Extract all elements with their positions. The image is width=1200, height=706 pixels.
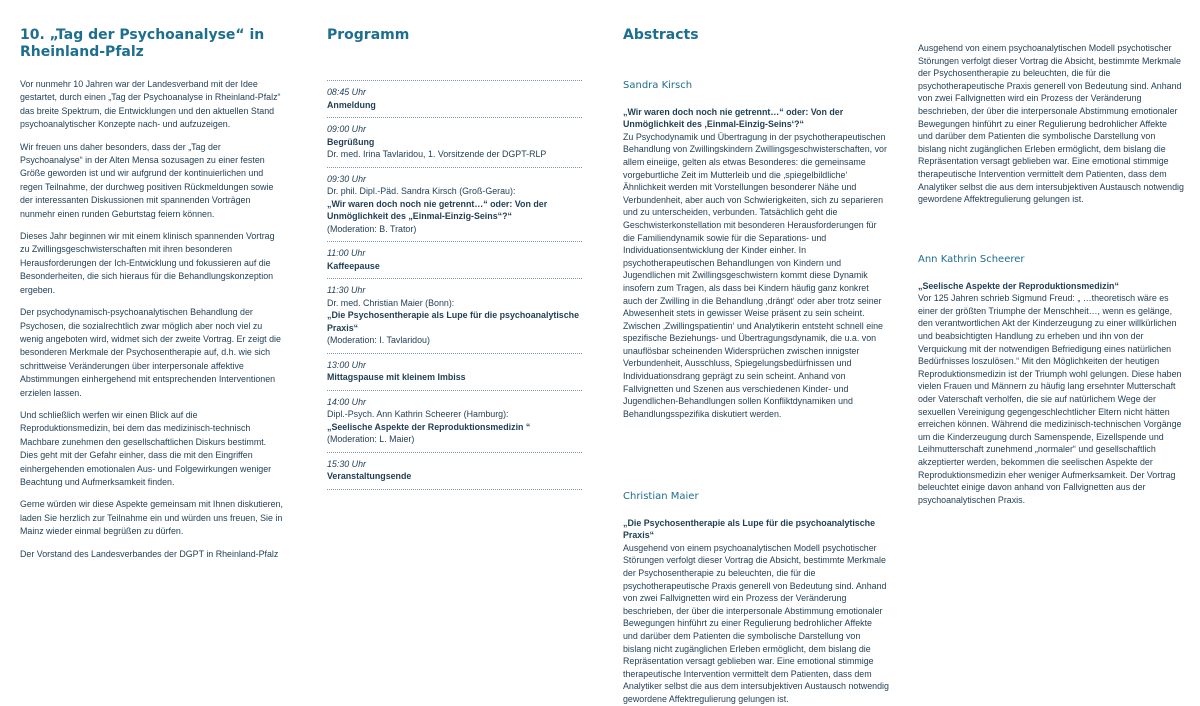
slot-line: (Moderation: I. Tavlaridou) (327, 335, 430, 345)
slot-line: „Die Psychosentherapie als Lupe für die psychoanalytische Praxis“ (327, 310, 580, 333)
abstract-scheerer (918, 254, 1184, 506)
slot-time: 08:45 Uhr (327, 87, 366, 97)
abstracts-title: Abstracts (623, 27, 699, 43)
slot-line: (Moderation: B. Trator) (327, 223, 417, 234)
programm-slot (327, 167, 582, 242)
abstract-kirsch (623, 80, 889, 420)
abstract-title: „Seelische Aspekte der Reproduktionsmedizin“ (918, 280, 1119, 291)
abstract-title: „Die Psychosentherapie als Lupe für die psychoanalytische Praxis“ (623, 517, 876, 541)
programm-slot (327, 452, 582, 490)
intro-paragraph: Dieses Jahr beginnen wir mit einem klinisch spannenden Vortrag zu Zwillingsgeschwisterschaften mit ihren besonderen Herausforderungen der Ich-Entwicklung und fokussieren auf die Besonderheiten, die sich hieraus für die Behandlungskonzeption ergeben. (20, 231, 275, 295)
programm-slot (327, 390, 582, 452)
slot-line: Kaffeepause (327, 260, 380, 271)
abstract-maier (623, 491, 889, 704)
slot-line: Begrüßung (327, 136, 375, 147)
slot-time: 11:00 Uhr (327, 248, 366, 258)
intro-signature: Der Vorstand des Landesverbandes der DGPT in Rheinland-Pfalz (20, 548, 279, 559)
programm-slot (327, 241, 582, 278)
slot-time: 15:30 Uhr (327, 458, 366, 469)
intro-paragraph: Gerne würden wir diese Aspekte gemeinsam mit Ihnen diskutieren, laden Sie herzlich zur Teilnahme ein und würden uns freuen, Sie in Mainz wieder einmal begrüßen zu dürfen. (20, 499, 283, 537)
slot-time: 11:30 Uhr (327, 285, 366, 295)
abstract-maier-continued (918, 43, 1184, 236)
slot-time: 09:00 Uhr (327, 124, 366, 134)
slot-line: (Moderation: L. Maier) (327, 434, 415, 444)
abstract-speaker-name: Sandra Kirsch (623, 80, 693, 91)
intro-paragraph: Vor nunmehr 10 Jahren war der Landesverband mit der Idee gestartet, durch einen „Tag der Psychoanalyse in Rheinland-Pfalz“ das breite Spektrum, die Entwicklungen und den aktuellen Stand psychoanalytischer Konzepte nach- und aufzuzeigen. (20, 79, 281, 130)
abstract-speaker-name: Ann Kathrin Scheerer (918, 254, 1025, 265)
abstract-text: Ausgehend von einem psychoanalytischen Modell psychotischer Störungen verfolgt dieser Vortrag die Absicht, bestimmte Merkmale der Psychosentherapie zu beleuchten, die für die psychotherapeutische Praxis generell von Bedeutung sind. Anhand von zwei Fallvignetten wird ein Prozess der Veränderung beschrieben, der über die interpersonale Abstimmung emotionaler Bewegungen hinführt zu einer Regulierung bedrohlicher Affekte und darüber dem Patienten die symbolische Darstellung von bislang nicht zugänglichen Erleben ermöglicht, dem bislang die Repräsentation versagt geblieben war. Eine emotional stimmige therapeutische Intervention vermittelt dem Patienten, dass dem Analytiker selbst die aus dem intersubjektiven Austausch notwendig gewordene Affektregulierung gelungen ist. (623, 542, 889, 704)
intro-paragraph: Und schließlich werfen wir einen Blick auf die Reproduktionsmedizin, bei dem das medizinisch-technisch Machbare zunehmen den gesellschaftlichen Diskurs bestimmt. Dies geht mit der Gefahr einher, dass die mit den Eingriffen einhergehenden emotionalen Aus- und Folgewirkungen weniger Beachtung und Aufmerksamkeit finden. (20, 409, 272, 487)
intro-text (20, 78, 285, 570)
slot-line: Dr. phil. Dipl.-Päd. Sandra Kirsch (Groß-Gerau): (327, 186, 516, 196)
programm-title: Programm (327, 27, 410, 43)
abstract-speaker-name: Christian Maier (623, 491, 699, 502)
programm-slot (327, 353, 582, 390)
programm-slot (327, 278, 582, 353)
slot-line: „Seelische Aspekte der Reproduktionsmedizin “ (327, 421, 531, 432)
programm-slot (327, 117, 582, 167)
slot-line: Dipl.-Psych. Ann Kathrin Scheerer (Hamburg): (327, 409, 509, 419)
slot-line: Mittagspause mit kleinem Imbiss (327, 372, 466, 382)
slot-line: Anmeldung (327, 99, 376, 110)
slot-line: „Wir waren doch noch nie getrennt…“ oder: Von der Unmöglichkeit des „Einmal-Einzig-Seins“?“ (327, 198, 548, 221)
abstract-text: Vor 125 Jahren schrieb Sigmund Freud: „ …theoretisch wäre es einer der größten Triumphe der Menschheit…, wenn es gelänge, den verantwortlichen Akt der Kinderzeugung zu einer willkürlichen und beabsichtigten Handlung zu erheben und ihn von der Verquickung mit der notwendigen Befriedigung eines natürlichen Bedürfnisses loszulösen.“ Mit den Möglichkeiten der heutigen Reproduktionsmedizin ist der Triumph wohl gelungen. Diese haben vielen Frauen und Männern zu häufig lang ersehnter Mutterschaft oder Vaterschaft verholfen, die sie auf natürlichem Wege der sexuellen Vereinigung gegengeschlechtlicher Eltern nicht hätten erreichen können. Während die medizinisch-technischen Vorgänge um die Kinderzeugung durch Samenspende, Eizellspende und Leihmutterschaft zunehmend „normaler“ und gesellschaftlich akzeptierter werden, bekommen die seelischen Aspekte der Reproduktionsmedizin eher weniger Aufmerksamkeit. Der Vortrag beleuchtet einige davon anhand von Fallvignetten aus der psychoanalytischen Praxis. (918, 293, 1182, 505)
slot-line: Dr. med. Irina Tavlaridou, 1. Vorsitzende der DGPT-RLP (327, 149, 547, 159)
abstract-text: Zu Psychodynamik und Übertragung in der psychotherapeutischen Behandlung von Zwillingskindern Zwillingsgeschwisterschaften, vor allem eineiige, gelten als etwas Besonderes: die gemeinsame vorgeburtliche Zeit im Mutterleib und die ‚spiegelbildliche‘ Ähnlichkeit werden mit Vorstellungen besonderer Nähe und Verbundenheit, aber auch von Schwierigkeiten, sich zu separieren und zu unterscheiden, verbunden. Tatsächlich geht die Geschwisterkonstellation mit besonderen Herausforderungen für die Familiendynamik sowie für die Separations- und Individuationsentwicklung der Kinder einher. In psychotherapeutischen Behandlungen von Kindern und Jugendlichen mit Zwillingsgeschwistern kommt diese Dynamik insofern zum Tragen, als dass bei Kindern häufig ganz konkret auch der Zwilling in die Behandlung ‚drängt‘ oder aber trotz seiner Abwesenheit stets in gewisser Weise präsent zu sein scheint. Zwischen ‚Zwillingspatientin‘ und Analytikerin entsteht schnell eine spezifische Beziehungs- und Übertragungsdynamik, die u.a. von unauflösbar scheinenden Widersprüchen zwischen innigster Verbundenheit, Ausschluss, Spiegelungsbedürfnissen und Individuationsdrang geprägt zu sein scheint. Anhand von Fallvignetten und Szenen aus verschiedenen Kinder- und Jugendlichen-Behandlungen sollen Konfliktdynamiken und Behandlungsspezifika diskutiert werden. (623, 131, 887, 419)
intro-paragraph: Der psychodynamisch-psychoanalytischen Behandlung der Psychosen, die sozialrechtlich zwar möglich aber noch viel zu wenig angeboten wird, widmet sich der zweite Vortrag. Er zeigt die besonderen Merkmale der Psychosentherapie auf, d.h. wie sich schrittweise Veränderungen über interpersonale affektive Abstimmungen einhergehend mit entsprechenden Interventionen erzielen lassen. (20, 307, 281, 398)
slot-time: 09:30 Uhr (327, 173, 366, 184)
slot-line: Veranstaltungsende (327, 471, 412, 481)
programm-slot (327, 80, 582, 117)
abstract-text-continued: Ausgehend von einem psychoanalytischen Modell psychotischer Störungen verfolgt dieser Vortrag die Absicht, bestimmte Merkmale der Psychosentherapie zu beleuchten, die für die psychotherapeutische Praxis generell von Bedeutung sind. Anhand von zwei Fallvignetten wird ein Prozess der Veränderung beschrieben, der über die interpersonale Abstimmung emotionaler Bewegungen hinführt zu einer Regulierung bedrohlicher Affekte und darüber dem Patienten die symbolische Darstellung von bislang nicht zugänglichen Erleben ermöglicht, dem bislang die Repräsentation versagt geblieben war. Eine emotional stimmige therapeutische Intervention vermittelt dem Patienten, dass dem Analytiker selbst die aus dem intersubjektiven Austausch notwendig gewordene Affektregulierung gelungen ist. (918, 43, 1184, 205)
slot-line: Dr. med. Christian Maier (Bonn): (327, 297, 455, 308)
intro-title: 10. „Tag der Psychoanalyse“ in Rheinland-Pfalz (20, 27, 265, 60)
slot-time: 14:00 Uhr (327, 396, 366, 407)
abstract-title: „Wir waren doch noch nie getrennt…“ oder: Von der Unmöglichkeit des ‚Einmal-Einzig-Seins‘?“ (623, 106, 844, 130)
programm-list (327, 80, 582, 490)
intro-paragraph: Wir freuen uns daher besonders, dass der „Tag der Psychoanalyse“ in der Alten Mensa sozusagen zu einer festen Größe geworden ist und wir aufgrund der kontinuierlichen und regen Teilnahme, der durchweg positiven Rückmeldungen sowie der interessanten Diskussionen mit spannenden Vorträgen nunmehr einen runden Geburtstag feiern können. (20, 141, 274, 219)
slot-time: 13:00 Uhr (327, 359, 366, 370)
